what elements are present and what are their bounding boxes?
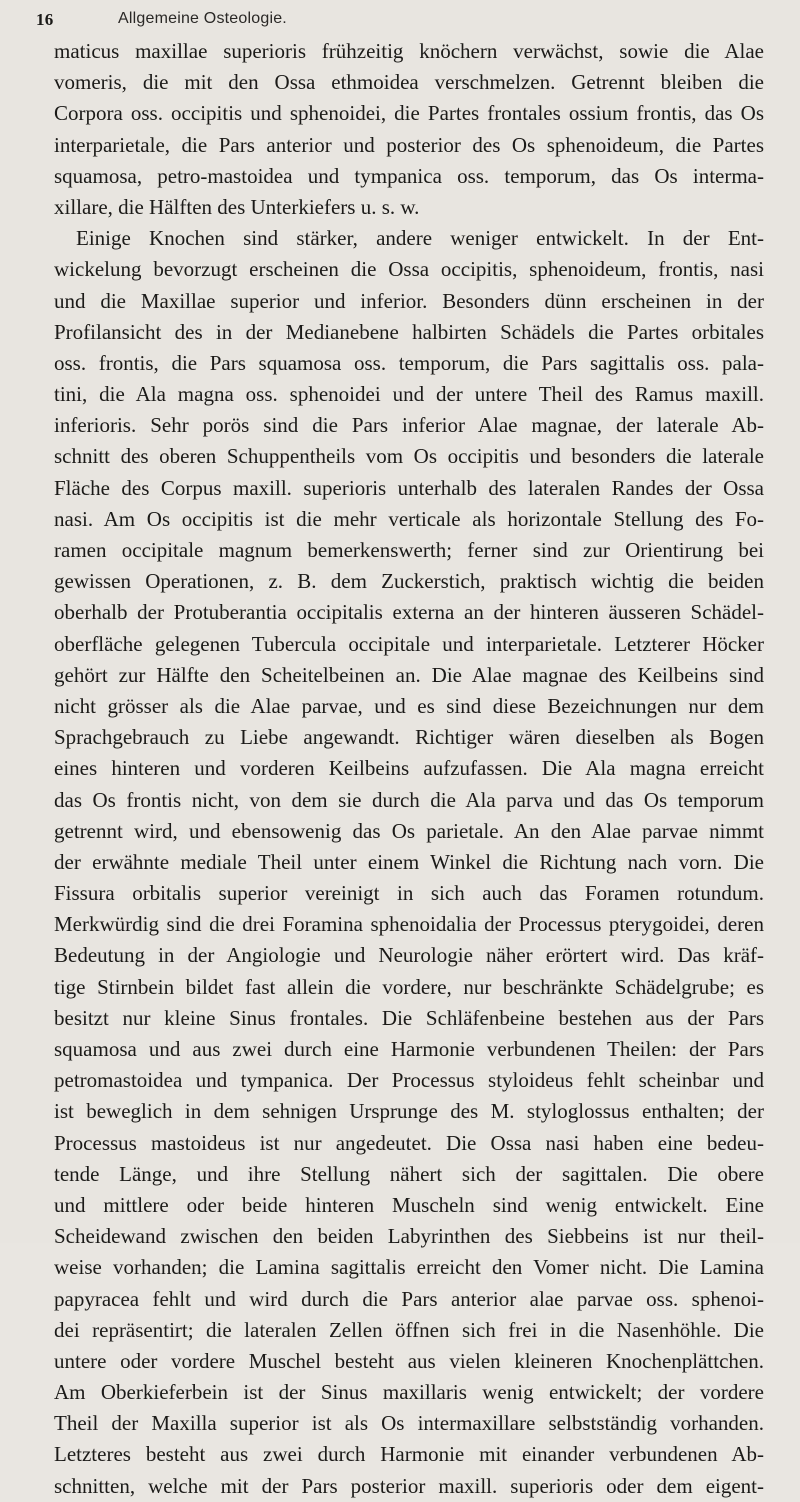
text-line: das Os frontis nicht, von dem sie durch die Ala parva und das Os temporum <box>54 787 764 812</box>
running-head <box>36 10 764 32</box>
text-line: Profilansicht des in der Medianebene halbirten Schädels die Partes orbitales <box>54 319 764 344</box>
text-line: weise vorhanden; die Lamina sagittalis erreicht den Vomer nicht. Die Lamina <box>54 1255 764 1280</box>
text-line: dei repräsentirt; die lateralen Zellen öffnen sich frei in die Nasenhöhle. Die <box>54 1317 764 1342</box>
text-line: Fissura orbitalis superior vereinigt in sich auch das Foramen rotundum. <box>54 881 764 906</box>
text-line: Bedeutung in der Angiologie und Neurologie näher erörtert wird. Das kräf- <box>54 943 764 968</box>
body-text <box>54 36 764 1502</box>
text-line: squamosa und aus zwei durch eine Harmonie verbundenen Theilen: der Pars <box>54 1037 764 1061</box>
text-line: interparietale, die Pars anterior und posterior des Os sphenoideum, die Partes <box>54 132 764 157</box>
text-line: oss. frontis, die Pars squamosa oss. temporum, die Pars sagittalis oss. pala- <box>54 350 764 375</box>
text-line: Fläche des Corpus maxill. superioris unterhalb des lateralen Randes der Ossa <box>54 475 764 500</box>
text-line: vomeris, die mit den Ossa ethmoidea verschmelzen. Getrennt bleiben die <box>54 70 764 95</box>
text-line: besitzt nur kleine Sinus frontales. Die Schläfenbeine bestehen aus der Pars <box>54 1005 764 1030</box>
text-line: xillare, die Hälften des Unterkiefers u. s. w. <box>54 194 420 219</box>
text-line: Am Oberkieferbein ist der Sinus maxillaris wenig entwickelt; der vordere <box>54 1380 764 1405</box>
text-line: und mittlere oder beide hinteren Muscheln sind wenig entwickelt. Eine <box>54 1192 764 1217</box>
text-line: Scheidewand zwischen den beiden Labyrinthen des Siebbeins ist nur theil- <box>54 1224 764 1249</box>
text-line: oberhalb der Protuberantia occipitalis externa an der hinteren äusseren Schädel- <box>54 600 764 625</box>
text-line: inferioris. Sehr porös sind die Pars inferior Alae magnae, der laterale Ab- <box>54 413 764 438</box>
text-line: Theil der Maxilla superior ist als Os intermaxillare selbstständig vorhanden. <box>54 1411 764 1436</box>
text-line: untere oder vordere Muschel besteht aus vielen kleineren Knochenplättchen. <box>54 1348 764 1373</box>
text-line: tini, die Ala magna oss. sphenoidei und der untere Theil des Ramus maxill. <box>54 382 764 407</box>
text-line: der erwähnte mediale Theil unter einem Winkel die Richtung nach vorn. Die <box>54 849 764 874</box>
page-number: 16 <box>36 10 54 29</box>
text-line: und die Maxillae superior und inferior. Besonders dünn erscheinen in der <box>54 288 764 313</box>
text-line: eines hinteren und vorderen Keilbeins aufzufassen. Die Ala magna erreicht <box>54 756 764 781</box>
text-line: gehört zur Hälfte den Scheitelbeinen an. Die Alae magnae des Keilbeins sind <box>54 662 764 687</box>
text-line: Sprachgebrauch zu Liebe angewandt. Richtiger wären dieselben als Bogen <box>54 725 764 750</box>
text-line: maticus maxillae superioris frühzeitig knöchern verwächst, sowie die Alae <box>54 39 764 63</box>
text-line: nicht grösser als die Alae parvae, und es sind diese Bezeichnungen nur dem <box>54 693 764 718</box>
text-line: tende Länge, und ihre Stellung nähert sich der sagittalen. Die obere <box>54 1161 764 1186</box>
text-line: squamosa, petro-mastoidea und tympanica oss. temporum, das Os interma- <box>54 163 764 188</box>
running-title: Allgemeine Osteologie. <box>118 10 287 27</box>
text-line: oberfläche gelegenen Tubercula occipitale und interparietale. Letzterer Höcker <box>54 631 764 656</box>
text-line: getrennt wird, und ebensowenig das Os parietale. An den Alae parvae nimmt <box>54 818 764 843</box>
text-line: tige Stirnbein bildet fast allein die vordere, nur beschränkte Schädelgrube; es <box>54 974 764 999</box>
text-line: ist beweglich in dem sehnigen Ursprunge des M. styloglossus enthalten; der <box>54 1099 764 1124</box>
text-line: Corpora oss. occipitis und sphenoidei, die Partes frontales ossium frontis, das Os <box>54 101 764 126</box>
text-line: gewissen Operationen, z. B. dem Zuckerstich, praktisch wichtig die beiden <box>54 569 764 594</box>
text-line: wickelung bevorzugt erscheinen die Ossa occipitis, sphenoideum, frontis, nasi <box>54 257 764 282</box>
text-line: Merkwürdig sind die drei Foramina sphenoidalia der Processus pterygoidei, deren <box>54 912 764 937</box>
text-line: ramen occipitale magnum bemerkenswerth; ferner sind zur Orientirung bei <box>54 538 764 562</box>
text-line: Letzteres besteht aus zwei durch Harmonie mit einander verbundenen Ab- <box>54 1442 764 1467</box>
text-line: Processus mastoideus ist nur angedeutet. Die Ossa nasi haben eine bedeu- <box>54 1130 764 1155</box>
paragraph-start-line: Einige Knochen sind stärker, andere weniger entwickelt. In der Ent- <box>76 226 764 251</box>
text-line: schnitt des oberen Schuppentheils vom Os occipitis und besonders die laterale <box>54 444 764 469</box>
text-line: petromastoidea und tympanica. Der Processus styloideus fehlt scheinbar und <box>54 1068 764 1093</box>
text-line: papyracea fehlt und wird durch die Pars anterior alae parvae oss. sphenoi- <box>54 1286 764 1311</box>
text-line: nasi. Am Os occipitis ist die mehr verticale als horizontale Stellung des Fo- <box>54 506 764 531</box>
text-line: schnitten, welche mit der Pars posterior maxill. superioris oder dem eigent- <box>54 1473 764 1498</box>
